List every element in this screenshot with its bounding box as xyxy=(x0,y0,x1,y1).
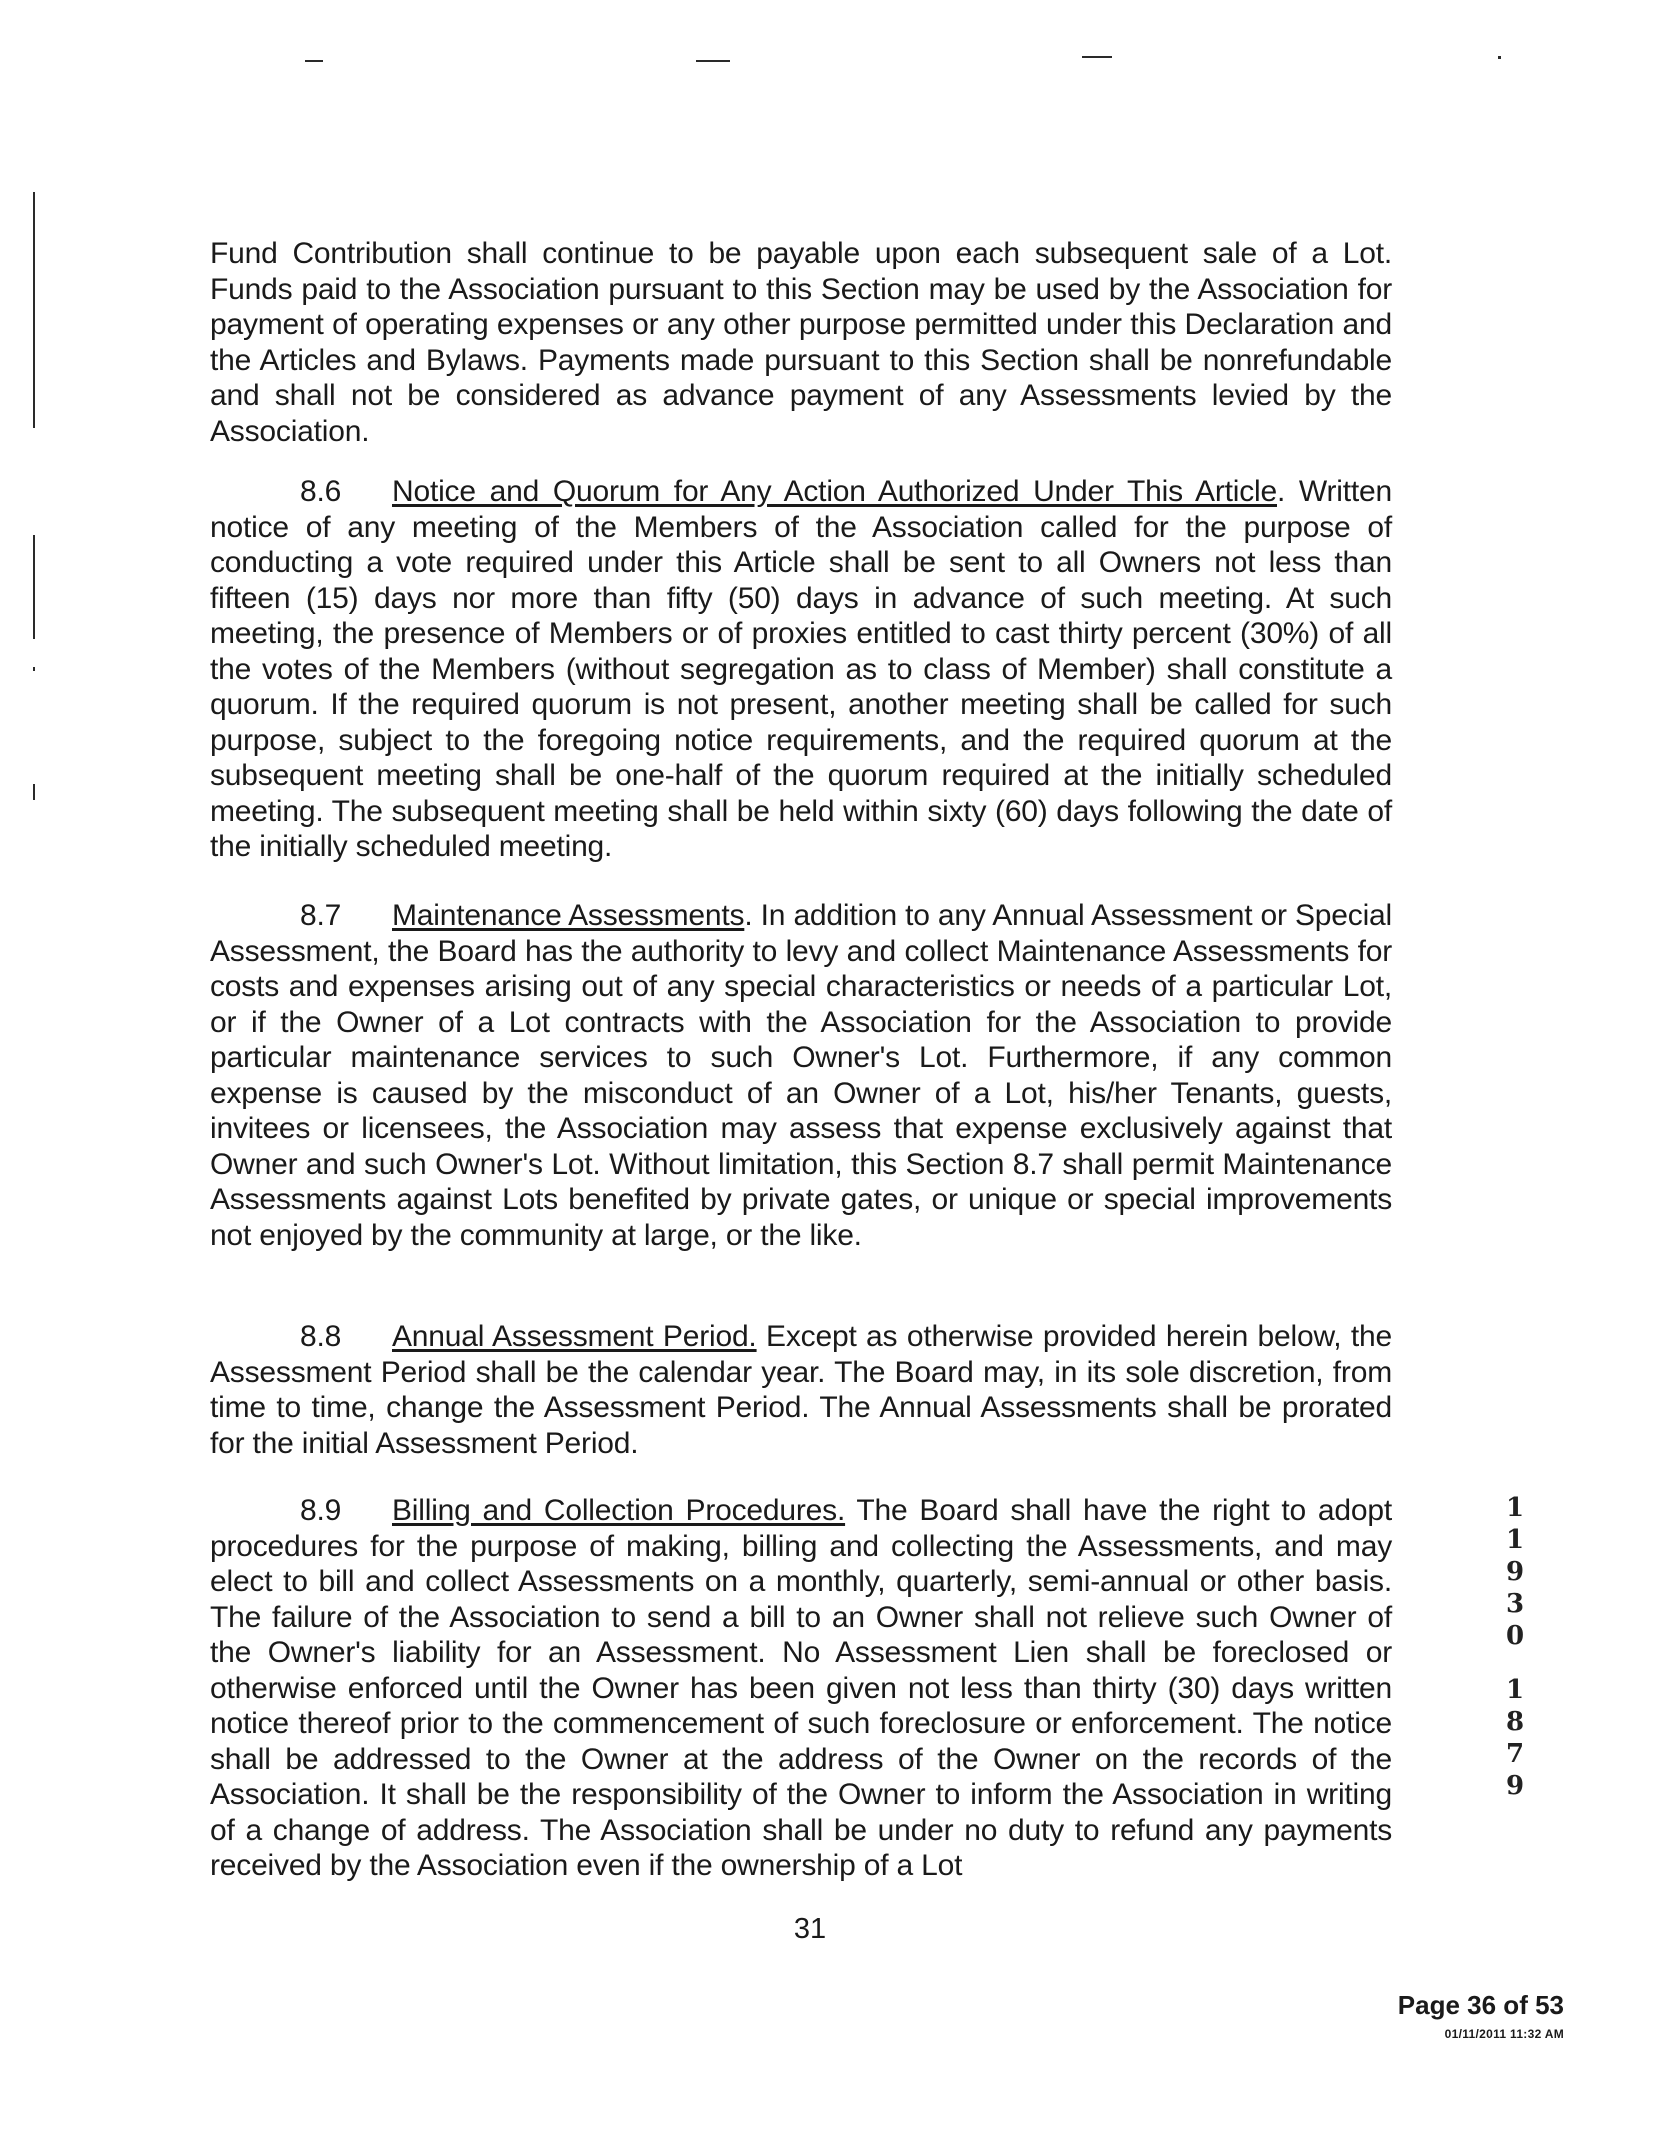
section-body: The Board shall have the right to adopt procedures for the purpose of making, billing and collecting the Assessments, and may elect to bill and collect Assessments on a monthly, quarterly, semi-annual or other basis. The failure of the Association to send a bill to an Owner shall not relieve such Owner of the Owner's liability for an Assessment. No Assessment Lien shall be foreclosed or otherwise enforced until the Owner has been given not less than thirty (30) days written notice thereof prior to the commencement of such foreclosure or enforcement. The notice shall be addressed to the Owner at the address of the Owner on the records of the Association. It shall be the responsibility of the Owner to inform the Association in writing of a change of address. The Association shall be under no duty to refund any payments received by the Association even if the ownership of a Lot xyxy=(210,1494,1392,1882)
scan-mark-dot-right xyxy=(1498,56,1501,59)
section-number: 8.9 xyxy=(300,1494,342,1527)
scan-mark-top-left xyxy=(305,60,323,62)
section-body: In addition to any Annual Assessment or Special Assessment, the Board has the authority to levy and collect Maintenance Assessments for costs and expenses arising out of any special characteristics or needs of a particular Lot, or if the Owner of a Lot contracts with the Association for the Association to provide particular maintenance services to such Owner's Lot. Furthermore, if any common expense is caused by the misconduct of an Owner of a Lot, his/her Tenants, guests, invitees or licensees, the Association may assess that expense exclusively against that Owner and such Owner's Lot. Without limitation, this Section 8.7 shall permit Maintenance Assessments against Lots benefited by private gates, or unique or special improvements not enjoyed by the community at large, or the like. xyxy=(210,899,1392,1252)
section-heading: Annual Assessment Period. xyxy=(392,1320,757,1353)
section-body: Written notice of any meeting of the Members of the Association called for the purpose of conducting a vote required under this Article shall be sent to all Owners not less than fifteen (15) days nor more than fifty (50) days in advance of such meeting. At such meeting, the presence of Members or of proxies entitled to cast thirty percent (30%) of all the votes of the Members (without segregation as to class of Member) shall constitute a quorum. If the required quorum is not present, another meeting shall be called for such purpose, subject to the foregoing notice requirements, and the required quorum at the subsequent meeting shall be one-half of the quorum required at the initially scheduled meeting. The subsequent meeting shall be held within sixty (60) days following the date of the initially scheduled meeting. xyxy=(210,475,1392,863)
margin-code-char: 7 xyxy=(1505,1739,1525,1769)
change-bar-2 xyxy=(33,535,35,639)
section-heading-suffix: . xyxy=(1277,475,1286,508)
margin-code-char: 1 xyxy=(1505,1675,1525,1705)
section-8-6 xyxy=(210,474,1392,865)
change-bar-dot xyxy=(33,667,35,671)
footer-timestamp: 01/11/2011 11:32 AM xyxy=(1444,2027,1564,2041)
page-number: 31 xyxy=(793,1913,827,1945)
section-number: 8.7 xyxy=(300,899,342,932)
margin-code-char: 9 xyxy=(1505,1771,1525,1801)
section-body: Except as otherwise provided herein below, the Assessment Period shall be the calendar year. The Board may, in its sole discretion, from time to time, change the Assessment Period. The Annual Assessments shall be prorated for the initial Assessment Period. xyxy=(210,1320,1392,1460)
section-heading: Billing and Collection Procedures. xyxy=(392,1494,846,1527)
scan-mark-top-center xyxy=(696,60,730,62)
section-8-8 xyxy=(210,1319,1392,1461)
scan-mark-top-right xyxy=(1082,56,1112,58)
margin-code-char: 0 xyxy=(1505,1621,1525,1651)
change-bar-3 xyxy=(33,784,35,800)
change-bar-1 xyxy=(33,192,35,428)
margin-code-char: 9 xyxy=(1505,1557,1525,1587)
continuation-paragraph: Fund Contribution shall continue to be payable upon each subsequent sale of a Lot. Funds paid to the Association pursuant to this Section may be used by the Association for payment of operating expenses or any other purpose permitted under this Declaration and the Articles and Bylaws. Payments made pursuant to this Section shall be nonrefundable and shall not be considered as advance payment of any Assessments levied by the Association. xyxy=(210,237,1392,448)
margin-code-char: 1 xyxy=(1505,1493,1525,1523)
section-heading: Notice and Quorum for Any Action Authorized Under This Article xyxy=(392,475,1277,508)
footer-page-label: Page 36 of 53 xyxy=(1397,1990,1564,2020)
section-8-9 xyxy=(210,1493,1392,1884)
section-heading: Maintenance Assessments xyxy=(392,899,745,932)
margin-code-char: 1 xyxy=(1505,1525,1525,1555)
section-heading-suffix: . xyxy=(744,899,753,932)
section-8-7 xyxy=(210,898,1392,1253)
section-number: 8.8 xyxy=(300,1320,342,1353)
margin-code-char: 8 xyxy=(1505,1707,1525,1737)
margin-code-char: 3 xyxy=(1505,1589,1525,1619)
section-number: 8.6 xyxy=(300,475,342,508)
